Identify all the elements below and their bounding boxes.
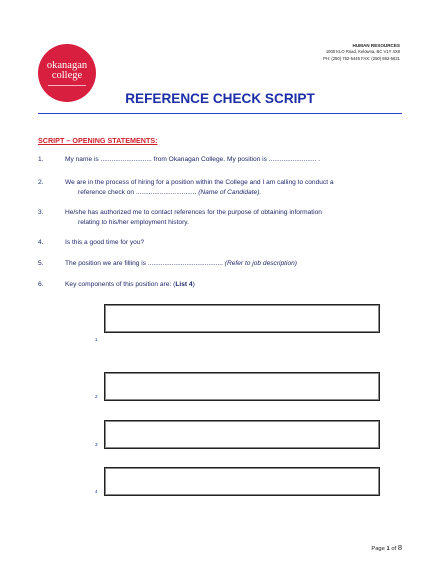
logo-rule [48, 85, 86, 86]
item-number: 3. [38, 209, 44, 216]
logo-line1: okanagan [46, 60, 88, 71]
item-continuation: relating to his/her employment history. [78, 219, 189, 226]
item-text-wrap [65, 280, 402, 291]
title-divider [38, 113, 402, 114]
box-number: 1 [95, 337, 98, 342]
item-text: The position we are filling is ......................................... [65, 260, 223, 267]
item-number: 2. [38, 179, 44, 186]
key-component-field-4[interactable] [104, 467, 380, 496]
item-italic-note: (Name of Candidate). [198, 189, 262, 196]
of-label: of [391, 546, 397, 552]
item-number: 1. [38, 156, 44, 163]
page-label: Page [371, 546, 385, 552]
item-continuation [78, 188, 402, 199]
hr-address: 1000 KLO Road, Kelowna, BC V1Y 4X8 [325, 49, 400, 55]
hr-contact: PH: (250) 762-5445 FAX: (250) 862-5621 [323, 55, 400, 61]
key-component-field-2[interactable] [104, 372, 380, 401]
item-continuation-text: reference check on ................................. [78, 189, 197, 196]
item-text: Key components of this position are: ( [65, 281, 176, 288]
page-number: 1 [386, 546, 390, 552]
item-text: We are in the process of hiring for a position within the College and I am calling to conduct a [65, 179, 334, 186]
item-text: My name is ............................ from Okanagan College. My position is .......................... . [65, 156, 321, 163]
logo-line2: college [51, 70, 83, 81]
page-total: 8 [397, 543, 402, 552]
hr-contact-block [323, 43, 400, 62]
key-component-field-3[interactable] [104, 420, 380, 449]
hr-dept: HUMAN RESOURCES [352, 43, 400, 48]
box-number: 2 [95, 394, 98, 399]
item-text-wrap [65, 259, 402, 270]
item-number: 4. [38, 239, 44, 246]
item-number: 6. [38, 281, 44, 288]
page-title: REFERENCE CHECK SCRIPT [125, 91, 315, 106]
box-number: 3 [95, 442, 98, 447]
section-heading: SCRIPT – OPENING STATEMENTS: [38, 136, 158, 145]
key-component-field-1[interactable] [104, 304, 380, 333]
item-after: ) [192, 281, 195, 288]
item-text: He/she has authorized me to contact references for the purpose of obtaining information [65, 209, 322, 216]
item-text: Is this a good time for you? [65, 239, 145, 246]
box-number: 4 [95, 489, 98, 494]
page-footer [371, 543, 402, 552]
item-italic-note: (Refer to job description) [224, 260, 297, 267]
item-number: 5. [38, 260, 44, 267]
item-bold: List 4 [175, 281, 193, 288]
